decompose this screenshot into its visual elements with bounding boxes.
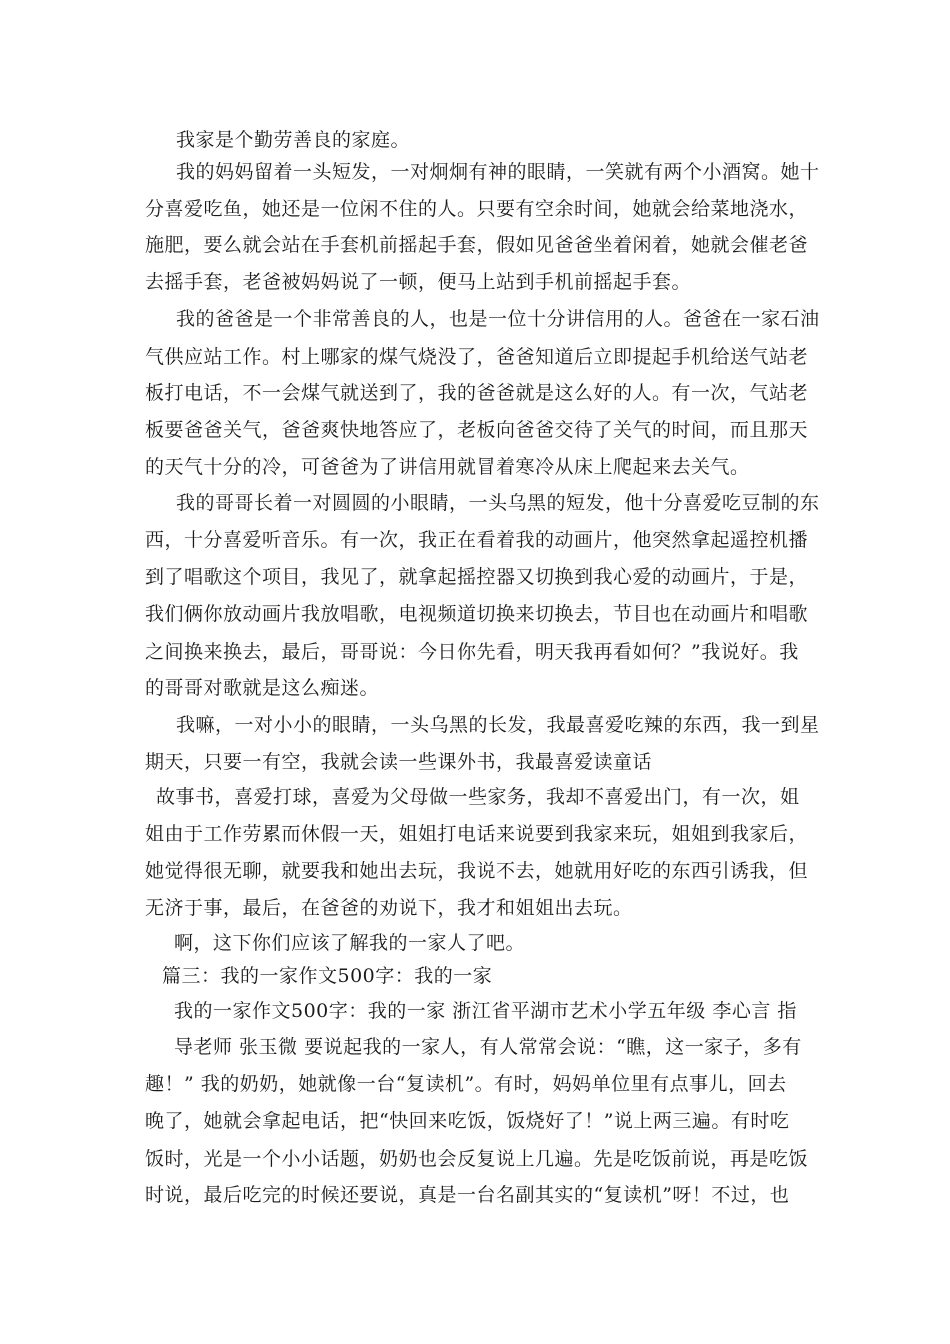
text-line: 我家是个勤劳善良的家庭。 <box>176 129 411 151</box>
text-line: 饭时，光是一个小小话题，奶奶也会反复说上几遍。先是吃饭前说，再是吃饭 <box>145 1148 809 1170</box>
text-line: 啊，这下你们应该了解我的一家人了吧。 <box>174 932 526 954</box>
text-line: 时说，最后吃完的时候还要说，真是一台名副其实的“复读机”呀！不过，也 <box>145 1184 790 1206</box>
text-line: 板打电话，不一会煤气就送到了，我的爸爸就是这么好的人。有一次，气站老 <box>145 382 809 404</box>
text-line: 她觉得很无聊，就要我和她出去玩，我说不去，她就用好吃的东西引诱我，但 <box>145 860 809 882</box>
text-line: 我们俩你放动画片我放唱歌，电视频道切换来切换去，节目也在动画片和唱歌 <box>145 603 809 625</box>
section-heading: 篇三：我的一家作文500字：我的一家 <box>162 965 493 987</box>
text-line: 施肥，要么就会站在手套机前摇起手套，假如见爸爸坐着闲着，她就会催老爸 <box>145 234 809 256</box>
text-line: 的哥哥对歌就是这么痴迷。 <box>145 677 380 699</box>
text-line: 到了唱歌这个项目，我见了，就拿起摇控器又切换到我心爱的动画片，于是， <box>145 566 809 588</box>
text-line: 期天，只要一有空，我就会读一些课外书，我最喜爱读童话 <box>145 751 653 773</box>
text-line: 我的一家作文500字：我的一家 浙江省平湖市艺术小学五年级 李心言 指 <box>174 1000 797 1022</box>
text-line: 去摇手套，老爸被妈妈说了一顿，便马上站到手机前摇起手套。 <box>145 271 692 293</box>
text-line: 趣！” 我的奶奶，她就像一台“复读机”。有时，妈妈单位里有点事儿，回去 <box>145 1073 787 1095</box>
text-line: 故事书，喜爱打球，喜爱为父母做一些家务，我却不喜爱出门，有一次，姐 <box>156 786 800 808</box>
text-line: 的天气十分的冷，可爸爸为了讲信用就冒着寒冷从床上爬起来去关气。 <box>145 456 750 478</box>
text-line: 我的妈妈留着一头短发，一对炯炯有神的眼睛，一笑就有两个小酒窝。她十 <box>176 161 820 183</box>
text-line: 导老师 张玉微 要说起我的一家人，有人常常会说：“瞧，这一家子，多有 <box>174 1036 802 1058</box>
text-line: 晚了，她就会拿起电话，把“快回来吃饭，饭烧好了！”说上两三遍。有时吃 <box>145 1110 790 1132</box>
text-line: 我的爸爸是一个非常善良的人，也是一位十分讲信用的人。爸爸在一家石油 <box>176 308 820 330</box>
text-line: 板要爸爸关气，爸爸爽快地答应了，老板向爸爸交待了关气的时间，而且那天 <box>145 419 809 441</box>
text-line: 姐由于工作劳累而休假一天，姐姐打电话来说要到我家来玩，姐姐到我家后， <box>145 823 809 845</box>
text-line: 我的哥哥长着一对圆圆的小眼睛，一头乌黑的短发，他十分喜爱吃豆制的东 <box>176 492 820 514</box>
text-line: 西，十分喜爱听音乐。有一次，我正在看着我的动画片，他突然拿起遥控机播 <box>145 529 809 551</box>
text-line: 分喜爱吃鱼，她还是一位闲不住的人。只要有空余时间，她就会给菜地浇水， <box>145 198 809 220</box>
text-line: 之间换来换去，最后，哥哥说：今日你先看，明天我再看如何？”我说好。我 <box>145 641 799 663</box>
text-line: 我嘛，一对小小的眼睛，一头乌黑的长发，我最喜爱吃辣的东西，我一到星 <box>176 714 820 736</box>
text-line: 无济于事，最后，在爸爸的劝说下，我才和姐姐出去玩。 <box>145 897 633 919</box>
text-line: 气供应站工作。村上哪家的煤气烧没了，爸爸知道后立即提起手机给送气站老 <box>145 346 809 368</box>
